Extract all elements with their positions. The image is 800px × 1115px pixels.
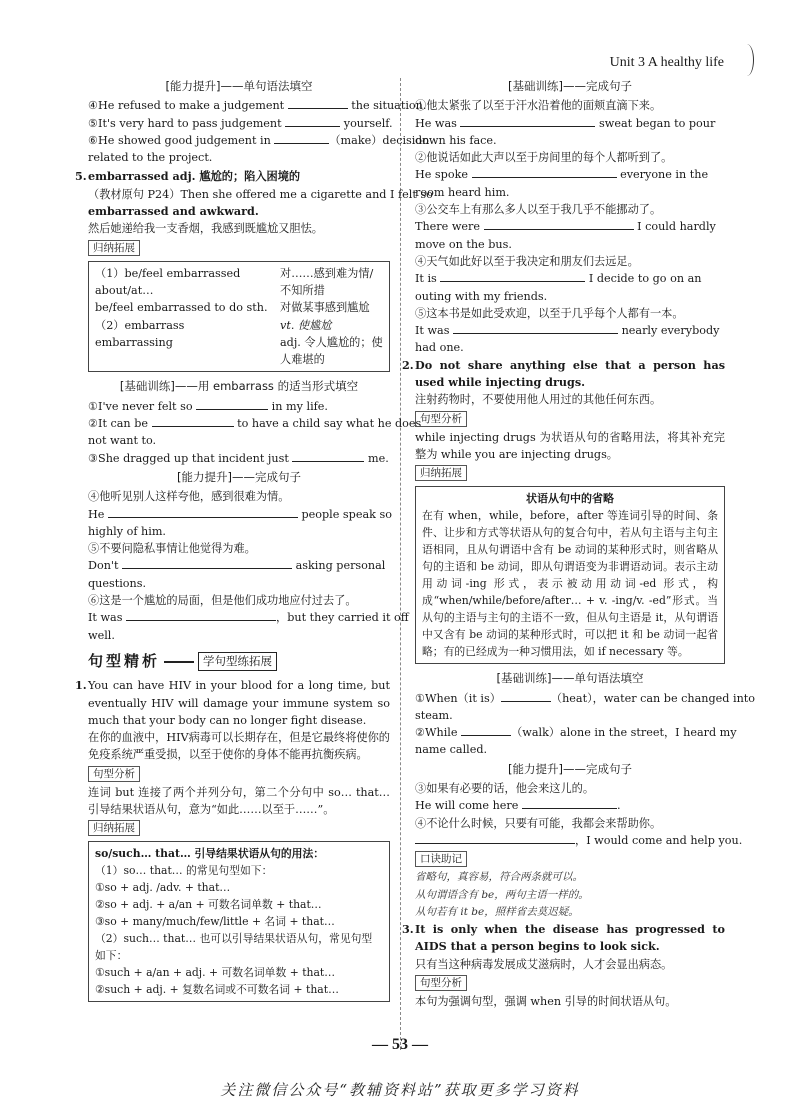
exercise-line: name called. — [415, 743, 488, 757]
exercise-line: It was ，but they carried it off — [88, 611, 409, 625]
answer-blank[interactable] — [274, 132, 329, 144]
answer-blank[interactable] — [484, 218, 634, 230]
unit-title: Unit 3 A healthy life — [609, 55, 724, 70]
box-title: 状语从句中的省略 — [526, 492, 614, 506]
banner-subtitle: 学句型练拓展 — [198, 652, 277, 671]
answer-blank[interactable] — [126, 609, 276, 621]
section-heading: [能力提升]——完成句子 — [177, 469, 301, 484]
exercise-line: ④不论什么时候，只要有可能，我都会来帮助你。 — [415, 816, 662, 830]
footer-note: 关注微信公众号“教辅资料站”获取更多学习资料 — [220, 1081, 580, 1099]
mnemonic-line: 从句若有 it be，照样省去莫迟疑。 — [415, 905, 579, 918]
answer-blank[interactable] — [152, 415, 234, 427]
answer-blank[interactable] — [108, 506, 298, 518]
page-header — [560, 50, 760, 74]
exercise-line: had one. — [415, 341, 464, 355]
tag-summary: 归纳拓展 — [415, 465, 467, 481]
exercise-line: ①When（it is） （heat），water can be changed into — [415, 691, 756, 705]
section-banner — [88, 652, 390, 671]
section-heading: [基础训练]——单句语法填空 — [496, 671, 644, 686]
mnemonic-line: 省略句，真容易，符合两条就可以。 — [415, 871, 583, 884]
exercise-line: ①他太紧张了以至于汗水沿着他的面颊直滴下来。 — [415, 99, 662, 113]
summary-box — [415, 486, 725, 664]
textbook-sentence: embarrassed and awkward. — [88, 204, 259, 219]
exercise-line: ②他说话如此大声以至于房间里的每个人都听到了。 — [415, 151, 673, 165]
summary-box: so/such… that… 引导结果状语从句的用法： （1）so… that… 的常见句型如下： ①so + adj. /adv. + that… ②so + adj. + a/an + 可数名词单数 + that… ③so + many/much/few/little + 名词 + that… （2）such… that… 也可以引导结果状语从句，常见句型如下： ①such + a/an + adj. + 可数名词单数 + that… ②such + adj. + 复数名词或不可数名词 + that… — [88, 841, 390, 1002]
exercise-line: He spoke everyone in the — [415, 168, 709, 182]
exercise-line: ⑥这是一个尴尬的局面，但是他们成功地应付过去了。 — [88, 594, 357, 608]
exercise-line: ，I would come and help you. — [415, 832, 725, 849]
vocab-heading: 5. embarrassed adj. 尴尬的；陷入困境的 — [75, 169, 301, 184]
exercise-line: ①I've never felt so in my life. — [88, 399, 328, 413]
exercise-line: outing with my friends. — [415, 289, 548, 303]
exercise-line: highly of him. — [88, 524, 166, 538]
key-sentence: 1. You can have HIV in your blood for a long time, but eventually HIV will damage your immune system so much that your body can no longer fight disease. — [75, 678, 390, 727]
tag-summary: 归纳拓展 — [88, 240, 140, 256]
exercise-line: He was sweat began to pour — [415, 116, 716, 130]
answer-blank[interactable] — [288, 97, 348, 109]
exercise-line: well. — [88, 628, 115, 642]
tag-summary: 归纳拓展 — [88, 820, 140, 836]
exercise-line: Don't asking personal — [88, 559, 386, 573]
exercise-line: ⑤It's very hard to pass judgement yourself. — [88, 116, 393, 130]
exercise-line: There were I could hardly — [415, 220, 716, 234]
analysis-text: 本句为强调句型，强调 when 引导的时间状语从句。 — [415, 994, 677, 1008]
exercise-line: ④He refused to make a judgement the situation. — [88, 99, 427, 113]
page-number: — 53 — — [372, 1036, 428, 1053]
exercise-line: move on the bus. — [415, 237, 512, 251]
exercise-line: ⑥He showed good judgement in （make）decision — [88, 133, 430, 147]
analysis-text: 连词 but 连接了两个并列分句，第二个分句中 so… that…引导结果状语从句，意为“如此……以至于……”。 — [88, 785, 390, 816]
analysis-text: while injecting drugs 为状语从句的省略用法，将其补充完整为 while you are injecting drugs。 — [415, 430, 725, 461]
answer-blank[interactable] — [472, 166, 617, 178]
box-text: 在有 when，while，before，after 等连词引导的时间、条件、让步和方式等状语从句的复合句中，若从句主语与主句主语相同，且从句谓语中含有 be 动词的某种形式时，则省略从句的主语和 be 动词，即从句谓语变为非谓语动词。表示主动用动词-ing 形式，表示被动用动词-ed 形式，构成“when/while/before/after… + v. -ing/v. -ed”形式。当从句的主语与主句的主语不一致，但从句主语是 it，从句谓语中又含有 be 动词的某种形式时，可以把 it 和 be 动词一起省略；有的已经成为一种习惯用法，如 if necessary 等。 — [422, 509, 718, 659]
exercise-line: ③She dragged up that incident just me. — [88, 451, 389, 465]
exercise-line: room heard him. — [415, 185, 510, 199]
exercise-line: He will come here . — [415, 799, 621, 813]
answer-blank[interactable] — [440, 270, 585, 282]
exercise-line: It was nearly everybody — [415, 324, 720, 338]
exercise-line: He people speak so — [88, 507, 392, 521]
exercise-line: down his face. — [415, 133, 497, 147]
translation: 只有当这种病毒发展成艾滋病时，人才会显出病态。 — [415, 957, 673, 971]
exercise-line: ③如果有必要的话，他会来这儿的。 — [415, 782, 595, 796]
section-heading: [基础训练]——完成句子 — [508, 79, 632, 93]
answer-blank[interactable] — [461, 724, 511, 736]
answer-blank[interactable] — [196, 398, 268, 410]
answer-blank[interactable] — [501, 690, 551, 702]
right-column — [402, 76, 756, 1010]
answer-blank[interactable] — [122, 557, 292, 569]
exercise-line: ④天气如此好以至于我决定和朋友们去远足。 — [415, 254, 639, 268]
tag-mnemonic: 口诀助记 — [415, 851, 467, 867]
exercise-line: ③公交车上有那么多人以至于我几乎不能挪动了。 — [415, 203, 662, 217]
left-column — [75, 76, 433, 1008]
answer-blank[interactable] — [292, 450, 364, 462]
column-divider — [400, 78, 401, 1050]
header-curve-decoration — [740, 44, 754, 76]
exercise-line: ④他听见别人这样夸他，感到很难为情。 — [88, 490, 290, 504]
translation: 在你的血液中，HIV病毒可以长期存在，但是它最终将使你的免疫系统严重受损，以至于使你的身体不能再抗衡疾病。 — [88, 731, 390, 762]
exercise-line: It is I decide to go on an — [415, 272, 702, 286]
translation: 注射药物时，不要使用他人用过的其他任何东西。 — [415, 393, 662, 407]
translation: 然后她递给我一支香烟，我感到既尴尬又胆怯。 — [88, 222, 323, 236]
key-sentence: 3. It is only when the disease has progressed to AIDS that a person begins to look sick. — [402, 922, 725, 954]
section-heading: [能力提升]——单句语法填空 — [165, 79, 313, 93]
banner-title: 句型精析 — [88, 651, 161, 670]
exercise-line: ②While （walk）alone in the street，I heard my — [415, 726, 737, 740]
section-heading: [能力提升]——完成句子 — [508, 761, 632, 776]
answer-blank[interactable] — [522, 797, 617, 809]
exercise-line: ⑤这本书是如此受欢迎，以至于几乎每个人都有一本。 — [415, 306, 684, 320]
mnemonic-line: 从句谓语含有 be，两句主语一样的。 — [415, 888, 589, 901]
exercise-line: related to the project. — [88, 151, 213, 165]
answer-blank[interactable] — [285, 115, 340, 127]
answer-blank[interactable] — [453, 322, 618, 334]
tag-analysis: 句型分析 — [88, 766, 140, 782]
answer-blank[interactable] — [415, 832, 575, 844]
exercise-line: questions. — [88, 576, 147, 590]
tag-analysis: 句型分析 — [415, 975, 467, 991]
textbook-sentence: （教材原句 P24）Then she offered me a cigarette and I felt so — [88, 187, 433, 201]
exercise-line: steam. — [415, 708, 453, 722]
section-heading: [基础训练]——用 embarrass 的适当形式填空 — [119, 379, 359, 394]
tag-analysis: 句型分析 — [415, 411, 467, 427]
exercise-line: not want to. — [88, 434, 157, 448]
key-sentence: 2. Do not share anything else that a person has used while injecting drugs. — [402, 357, 725, 390]
exercise-line: ②It can be to have a child say what he does — [88, 417, 422, 431]
summary-box: （1）be/feel embarrassed about/at… 对……感到难为情/不知所措 be/feel embarrassed to do sth. 对做某事感到尴尬 （2）embarrass vt. 使尴尬 embarrassing adj. 令人尴尬的；使人难堪的 — [88, 261, 390, 373]
exercise-line: ⑤不要问隐私事情让他觉得为难。 — [88, 542, 256, 556]
answer-blank[interactable] — [460, 115, 595, 127]
